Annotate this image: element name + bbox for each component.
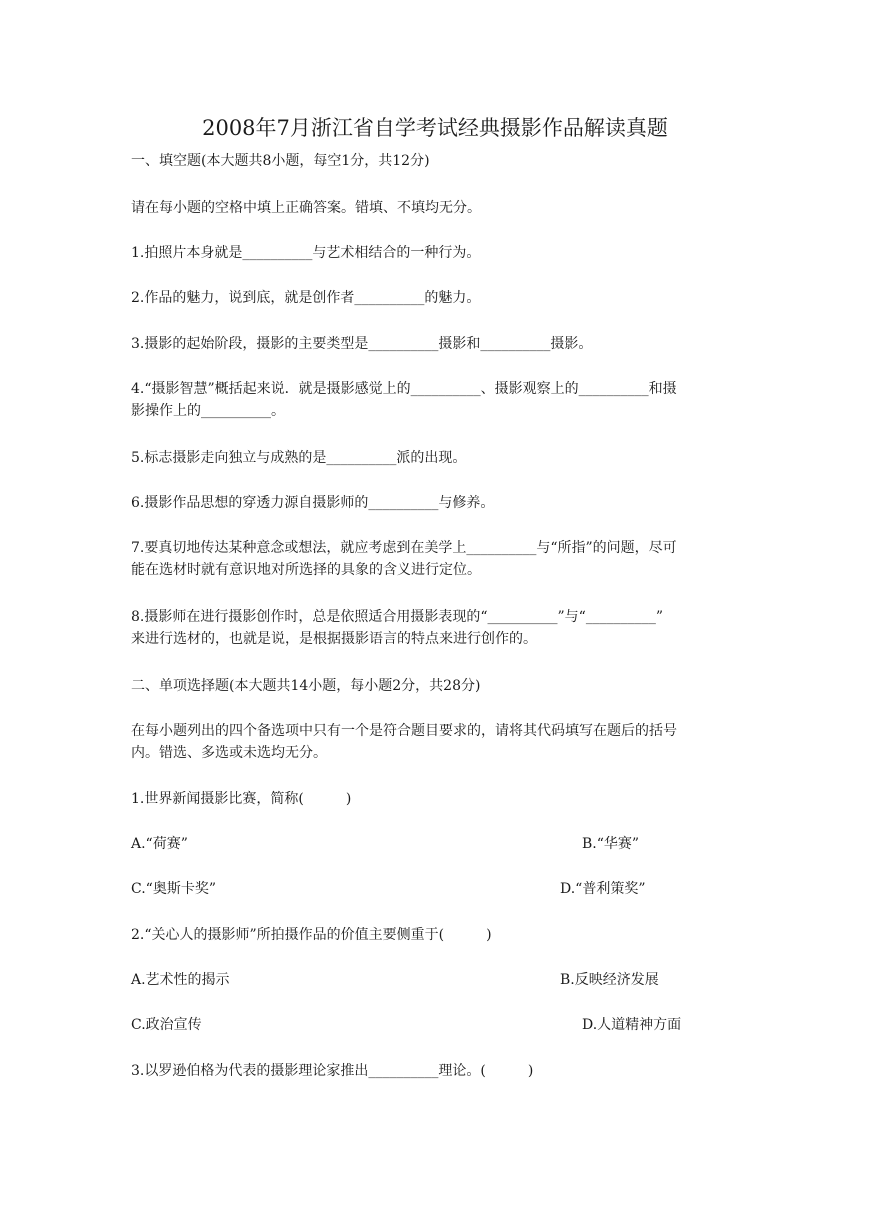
section2-instruction	[131, 720, 739, 764]
section1-instruction: 请在每小题的空格中填上正确答案。错填、不填均无分。	[131, 200, 481, 216]
fill-question-8-line2: 来进行选材的，也就是说，是根据摄影语言的特点来进行创作的。	[131, 631, 537, 647]
choice-question-1-option-d: D.“普利策奖”	[560, 881, 646, 897]
fill-question-8	[131, 606, 739, 650]
choice-question-3: 3.以罗逊伯格为代表的摄影理论家推出__________理论。( )	[131, 1063, 534, 1079]
choice-question-2-option-d: D.人道精神方面	[582, 1017, 682, 1033]
section2-instruction-line2: 内。错选、多选或未选均无分。	[131, 745, 327, 761]
section1-heading: 一、填空题(本大题共8小题，每空1分，共12分)	[131, 153, 430, 169]
fill-question-8-line1: 8.摄影师在进行摄影创作时，总是依照适合用摄影表现的“__________”与“__________”	[131, 609, 663, 625]
choice-question-1-option-c: C.“奥斯卡奖”	[131, 881, 216, 897]
fill-question-1: 1.拍照片本身就是__________与艺术相结合的一种行为。	[131, 245, 481, 261]
fill-question-7	[131, 537, 739, 581]
choice-question-2: 2.“关心人的摄影师”所拍摄作品的价值主要侧重于( )	[131, 927, 492, 943]
fill-question-7-line2: 能在选材时就有意识地对所选择的具象的含义进行定位。	[131, 562, 481, 578]
page-title: 2008年7月浙江省自学考试经典摄影作品解读真题	[202, 116, 668, 140]
fill-question-2: 2.作品的魅力，说到底，就是创作者__________的魅力。	[131, 290, 481, 306]
fill-question-3: 3.摄影的起始阶段，摄影的主要类型是__________摄影和__________摄影。	[131, 336, 593, 352]
section2-heading: 二、单项选择题(本大题共14小题，每小题2分，共28分)	[131, 678, 481, 694]
fill-question-4-line1: 4.“摄影智慧”概括起来说．就是摄影感觉上的__________、摄影观察上的__________和摄	[131, 381, 677, 397]
section2-instruction-line1: 在每小题列出的四个备选项中只有一个是符合题目要求的，请将其代码填写在题后的括号	[131, 723, 677, 739]
choice-question-1-option-a: A.“荷赛”	[131, 836, 188, 852]
choice-question-1-option-b: B.“华赛”	[582, 836, 640, 852]
fill-question-7-line1: 7.要真切地传达某种意念或想法，就应考虑到在美学上__________与“所指”的问题，尽可	[131, 540, 677, 556]
choice-question-2-option-b: B.反映经济发展	[560, 972, 659, 988]
choice-question-2-option-c: C.政治宣传	[131, 1017, 202, 1033]
fill-question-4	[131, 378, 739, 422]
choice-question-1: 1.世界新闻摄影比赛，简称( )	[131, 791, 352, 807]
fill-question-4-line2: 影操作上的__________。	[131, 403, 285, 419]
fill-question-6: 6.摄影作品思想的穿透力源自摄影师的__________与修养。	[131, 495, 495, 511]
fill-question-5: 5.标志摄影走向独立与成熟的是__________派的出现。	[131, 450, 467, 466]
choice-question-2-option-a: A.艺术性的揭示	[131, 972, 230, 988]
